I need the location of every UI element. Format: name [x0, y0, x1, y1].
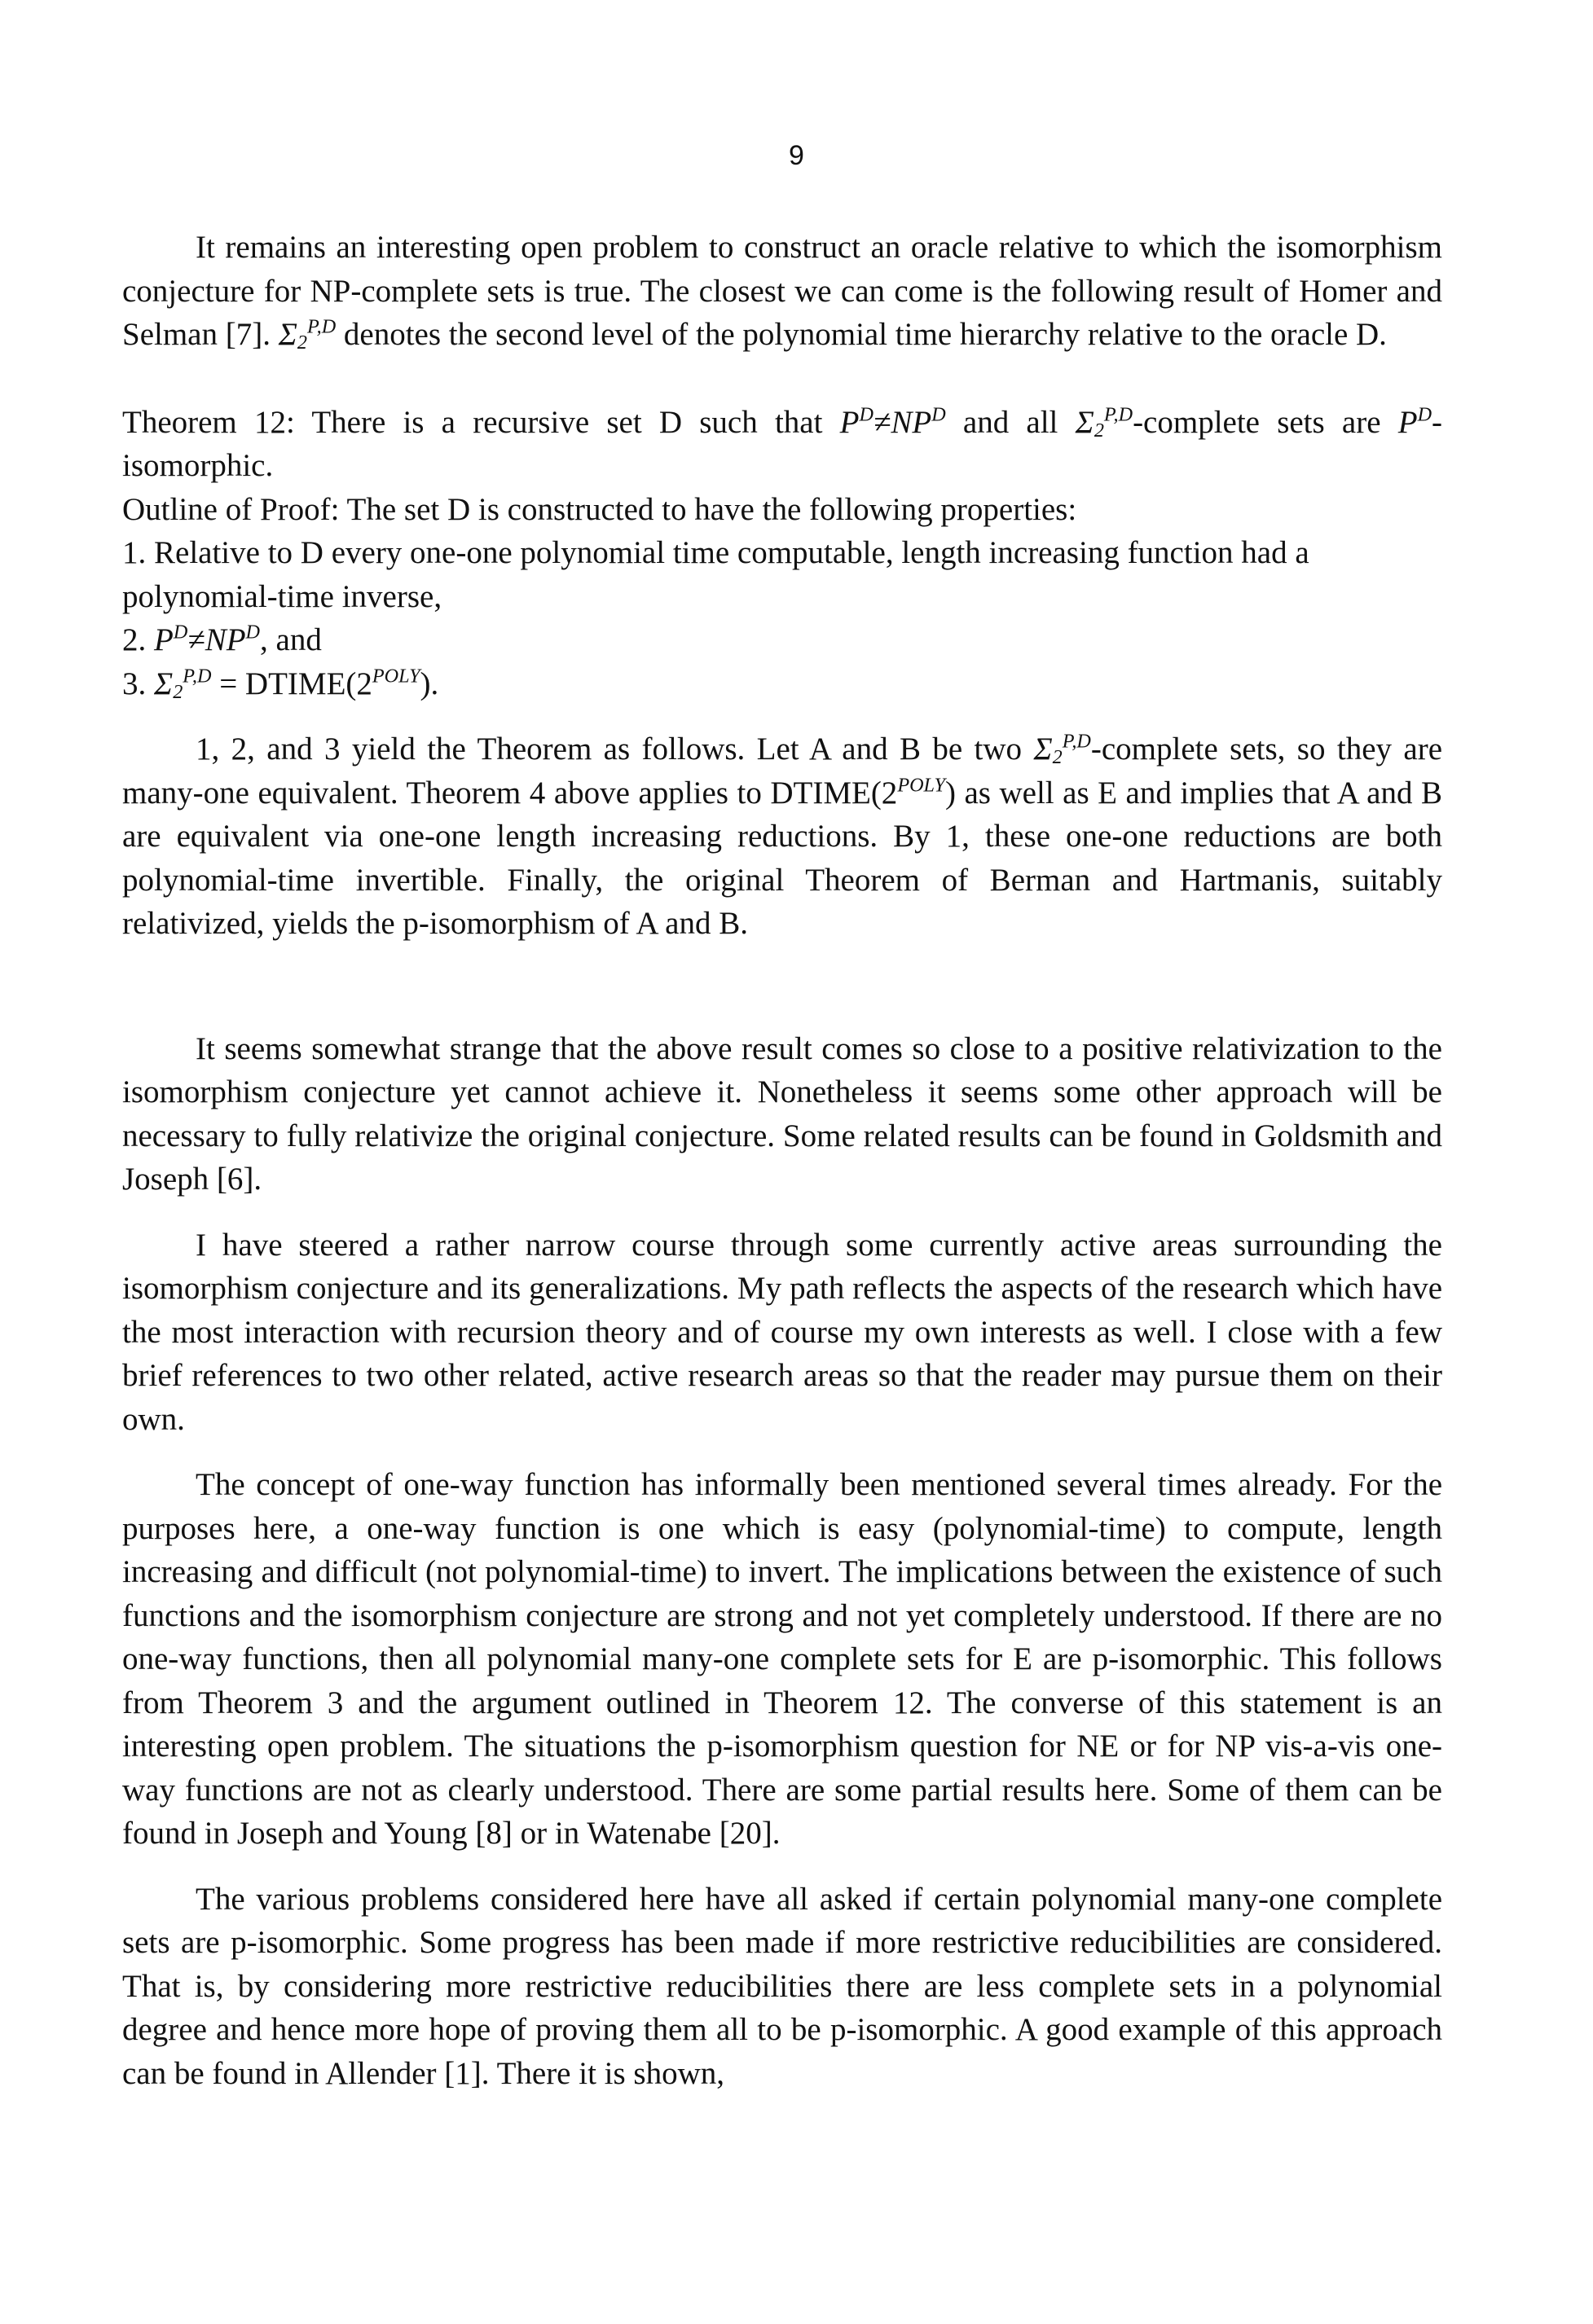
paragraph-one-way: The concept of one-way function has informally been mentioned several times already. For the purposes here, a one-way function is one which is easy (polynomial-time) to compute, length increasing and difficult (not polynomial-time) to invert. The implications between the existence of such functions and the isomorphism conjecture are strong and not yet completely understood. If there are no one-way functions, then all polynomial many-one complete sets for E are p-isomorphic. This follows from Theorem 3 and the argument outlined in Theorem 12. The converse of this statement is an interesting open problem. The situations the p-isomorphism question for NE or for NP vis-a-vis one-way functions are not as clearly understood. There are some partial results here. Some of them can be found in Joseph and Young [8] or in Watenabe [20].	[122, 1467, 1442, 1851]
sigma-2-pd: $\Sigma_2^{P,D}$	[1075, 403, 1133, 442]
sigma-2-pd: $\Sigma_2^{P,D}$	[278, 315, 337, 354]
page-number: 9	[789, 140, 804, 171]
property-3: 3. $\Sigma_2^{P,D}$ = $DTIME(2^{POLY})$.	[122, 665, 439, 703]
paragraph-various: The various problems considered here have all asked if certain polynomial many-one complete sets are p-isomorphic. Some progress has been made if more restrictive reducibilities are considered. That is, by considering more restrictive reducibilities there are less complete sets in a polynomial degree and hence more hope of proving them all to be p-isomorphic. A good example of this approach can be found in Allender [1]. There it is shown,	[122, 1881, 1442, 2091]
outline-of-proof: Outline of Proof: The set D is constructed to have the following properties:	[122, 491, 1077, 527]
pd: $P^D$	[1397, 403, 1432, 440]
property-1: 1. Relative to D every one-one polynomial time computable, length increasing function had a polynomial-time inverse,	[122, 535, 1309, 614]
property-2: 2. $P^D\ne NP^D$, and	[122, 621, 322, 657]
page-body	[122, 226, 1442, 2095]
paragraph-steered: I have steered a rather narrow course through some currently active areas surrounding the isomorphism conjecture and its generalizations. My path reflects the aspects of the research which have the most interaction with recursion theory and of course my own interests as well. I close with a few brief references to two other related, active research areas so that the reader may pursue them on their own.	[122, 1227, 1442, 1437]
paragraph-open-problem: It remains an interesting open problem to construct an oracle relative to which the isomorphism conjecture for NP-complete sets is true. The closest we can come is the following result of Homer and Selman [7]. $\Sigma_2^{P,D}$ denotes the second level of the polynomial time hierarchy relative to the oracle D.	[122, 230, 1442, 354]
pd-neq-npd: $P^D\ne NP^D$	[839, 403, 946, 440]
theorem-12: Theorem 12: There is a recursive set D such that $P^D\ne NP^D$ and all $\Sigma_2^{P,D}$-complete sets are $P^D$-isomorphic.	[122, 403, 1443, 483]
paragraph-proof: 1, 2, and 3 yield the Theorem as follows. Let A and B be two $\Sigma_2^{P,D}$-complete sets, so they are many-one equivalent. Theorem 4 above applies to $DTIME(2^{POLY})$ as well as E and implies that A and B are equivalent via one-one length increasing reductions. By 1, these one-one reductions are both polynomial-time invertible. Finally, the original Theorem of Berman and Hartmanis, suitably relativized, yields the p-isomorphism of A and B.	[122, 730, 1443, 941]
paragraph-strange: It seems somewhat strange that the above result comes so close to a positive relativization to the isomorphism conjecture yet cannot achieve it. Nonetheless it seems some other approach will be necessary to fully relativize the original conjecture. Some related results can be found in Goldsmith and Joseph [6].	[122, 1030, 1442, 1197]
